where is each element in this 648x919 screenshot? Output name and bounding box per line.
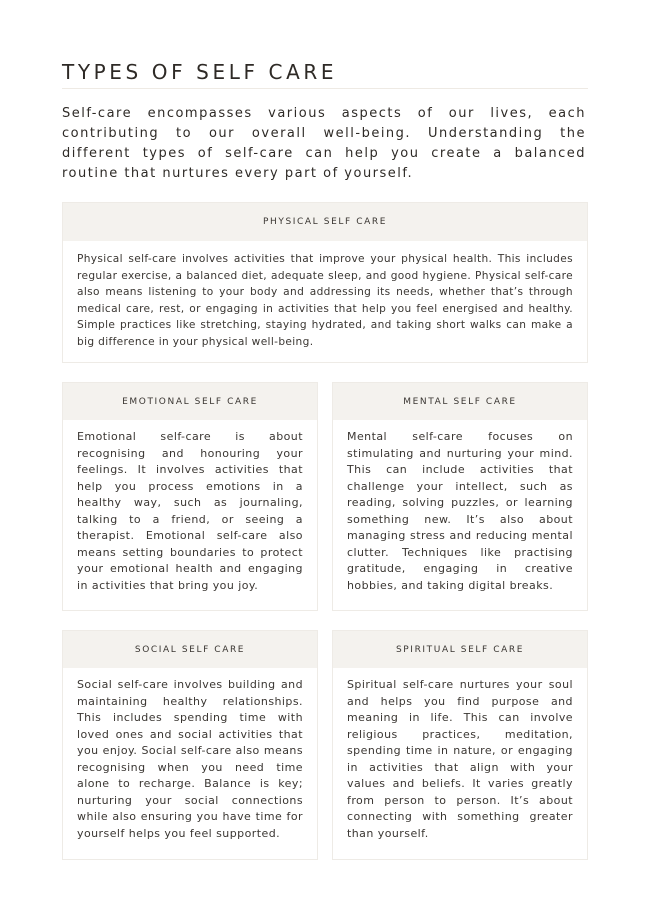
physical-self-care-heading: PHYSICAL SELF CARE [63,203,587,241]
emotional-self-care-card [62,382,318,611]
physical-self-care-card [62,202,588,363]
emotional-self-care-text: Emotional self-care is about recognising and honouring your feelings. It involves activities that help you process emotions in a healthy way, such as journaling, talking to a friend, or seeing a therapist. Emotional self-care also means setting boundaries to protect your emotional health and engaging in activities that bring you joy. [77,430,303,592]
mental-self-care-heading: MENTAL SELF CARE [333,383,587,420]
spiritual-self-care-text: Spiritual self-care nurtures your soul and helps you find purpose and meaning in life. This can involve religious practices, meditation, spending time in nature, or engaging in activities that align with your values and beliefs. It varies greatly from person to person. It’s about connecting with something greater than yourself. [347,678,573,840]
physical-self-care-text: Physical self-care involves activities that improve your physical health. This includes regular exercise, a balanced diet, adequate sleep, and good hygiene. Physical self-care also means listening to your body and addressing its needs, whether that’s through medical care, rest, or engaging in activities that help you feel energised and healthy. Simple practices like stretching, staying hydrated, and taking short walks can make a big difference in your physical well-being. [77,253,573,348]
intro-paragraph: Self-care encompasses various aspects of our lives, each contributing to our overall well-being. Understanding the different types of self-care can help you create a balanced routine that nurtures every part of yourself. [62,106,586,181]
page-title: TYPES OF SELF CARE [62,60,338,84]
emotional-self-care-heading: EMOTIONAL SELF CARE [63,383,317,420]
social-self-care-text: Social self-care involves building and maintaining healthy relationships. This includes spending time with loved ones and social activities that you enjoy. Social self-care also means recognising when you need time alone to recharge. Balance is key; nurturing your social connections while also ensuring you have time for yourself helps you feel supported. [77,678,303,840]
social-self-care-card [62,630,318,860]
mental-self-care-card [332,382,588,611]
title-divider [62,88,588,89]
spiritual-self-care-card [332,630,588,860]
mental-self-care-text: Mental self-care focuses on stimulating and nurturing your mind. This can include activities that challenge your intellect, such as reading, solving puzzles, or learning something new. It’s also about managing stress and reducing mental clutter. Techniques like practising gratitude, engaging in creative hobbies, and taking digital breaks. [347,430,573,592]
spiritual-self-care-heading: SPIRITUAL SELF CARE [333,631,587,668]
social-self-care-heading: SOCIAL SELF CARE [63,631,317,668]
